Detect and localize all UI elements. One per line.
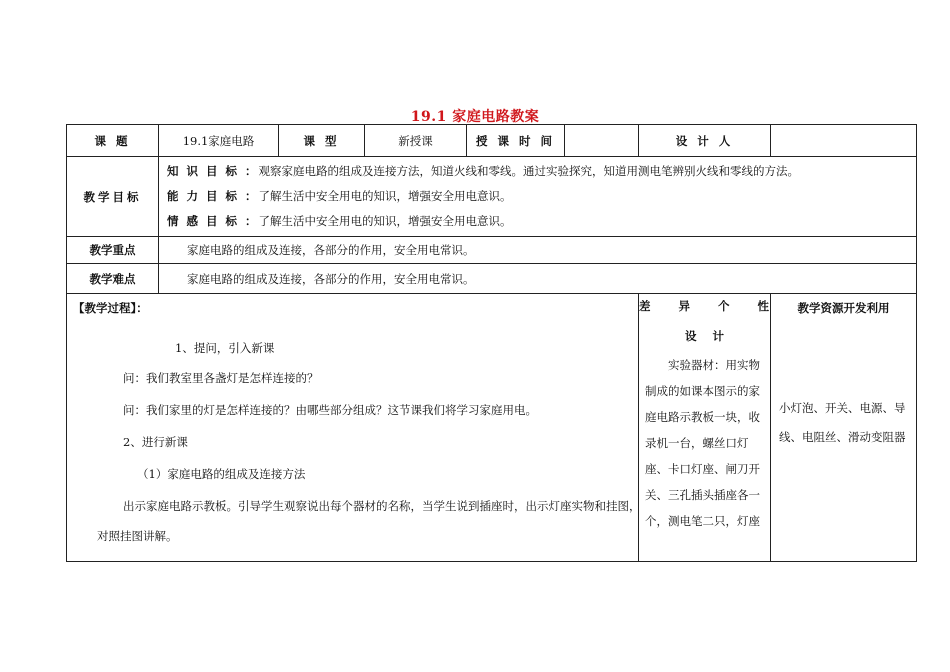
process-line: 出示家庭电路示教板。引导学生观察说出每个器材的名称，当学生说到插座时，出示灯座实物和挂图，: [123, 499, 641, 513]
process-line: 对照挂图讲解。: [97, 529, 178, 543]
knowledge-objective: 知 识 目 标 ：观察家庭电路的组成及连接方法，知道火线和零线。通过实验探究，知道用测电笔辨别火线和零线的方法。: [167, 164, 800, 178]
process-line: 1、提问，引入新课: [175, 341, 275, 355]
key-points-row: [67, 237, 917, 264]
designer-label: 设 计 人: [639, 125, 771, 157]
header-row: [67, 125, 917, 157]
key-points-label: 教学重点: [67, 237, 159, 264]
process-label: 【教学过程】：: [73, 301, 148, 315]
difficulties-text: 家庭电路的组成及连接，各部分的作用，安全用电常识。: [159, 264, 917, 294]
process-line: 2、进行新课: [123, 435, 188, 449]
process-line: 问：我们教室里各盏灯是怎样连接的？: [123, 371, 319, 385]
type-label: 课 型: [279, 125, 365, 157]
difficulties-label: 教学难点: [67, 264, 159, 294]
lesson-plan-table: [66, 124, 917, 562]
difficulties-row: [67, 264, 917, 294]
designer-value: [771, 125, 917, 157]
resources-cell: [771, 294, 917, 562]
emotion-objective: 情 感 目 标 ：了解生活中安全用电的知识，增强安全用电意识。: [167, 214, 512, 228]
differential-text: 实验器材：用实物制成的如课本图示的家庭电路示教板一块，收录机一台，螺丝口灯座、卡口灯座、闸刀开关、三孔插头插座各一个，测电笔二只，灯座: [645, 358, 760, 528]
time-value: [565, 125, 639, 157]
process-row: [67, 294, 917, 562]
process-line: （1）家庭电路的组成及连接方法: [137, 467, 306, 481]
resources-text: 小灯泡、开关、电源、导线、电阻丝、滑动变阻器: [779, 401, 906, 444]
process-line: 问：我们家里的灯是怎样连接的？由哪些部分组成？这节课我们将学习家庭用电。: [123, 403, 537, 417]
time-label: 授 课 时 间: [467, 125, 565, 157]
ability-objective: 能 力 目 标 ：了解生活中安全用电的知识，增强安全用电意识。: [167, 189, 512, 203]
resources-heading: 教学资源开发利用: [797, 301, 890, 315]
key-points-text: 家庭电路的组成及连接，各部分的作用，安全用电常识。: [159, 237, 917, 264]
objectives-label: 教学目标: [67, 157, 159, 237]
objectives-row: [67, 157, 917, 237]
type-value: 新授课: [365, 125, 467, 157]
differential-heading: 差 异 个 性: [639, 299, 771, 313]
differential-subheading: 设 计: [685, 329, 725, 343]
differential-design-cell: [639, 294, 771, 562]
objectives-content: [159, 157, 917, 237]
topic-value: 19.1家庭电路: [159, 125, 279, 157]
page-title: 19.1 家庭电路教案: [410, 109, 540, 125]
topic-label: 课 题: [67, 125, 159, 157]
process-cell: [67, 294, 639, 562]
